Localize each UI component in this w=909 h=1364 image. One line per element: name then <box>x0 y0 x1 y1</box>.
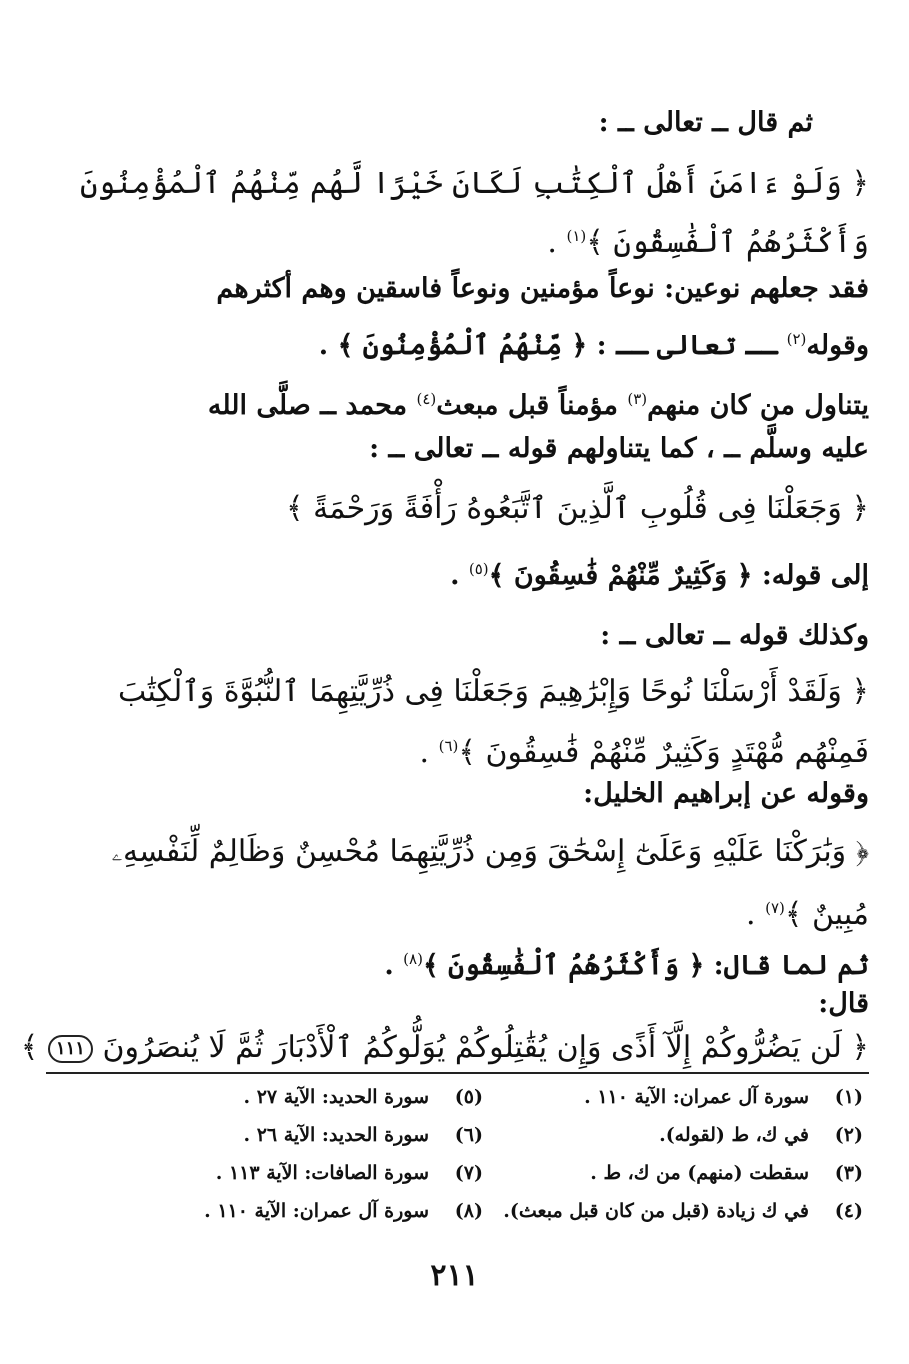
line-text: قال: <box>818 988 869 1019</box>
verse-text: ﴿ لَن يَضُرُّوكُمْ إِلَّآ أَذًى وَإِن يُقَٰتِلُوكُمْ يُوَلُّوكُمُ ٱلْأَدْبَارَ ثُمَّ لَا يُنصَرُونَ <box>102 1030 869 1065</box>
verse-text: فَمِنْهُم مُّهْتَدٍ وَكَثِيرٌ مِّنْهُمْ فَٰسِقُونَ ﴾ <box>458 735 869 770</box>
verse-line-3 <box>40 485 869 533</box>
footnote-text: في ك زيادة (قبل من كان قبل مبعث). <box>503 1200 809 1222</box>
line-text: عليه وسلَّم ــ ، كما يتناولهم قوله ــ تعالى ــ : <box>369 433 869 464</box>
footnote-number: (٣) <box>834 1162 863 1184</box>
footnote-6 <box>243 1120 483 1150</box>
page-number: ٢١١ <box>430 1258 479 1293</box>
verse-text: مُبِينٌ ﴾ <box>784 897 869 932</box>
footnote-divider <box>46 1072 869 1074</box>
footnote-3 <box>590 1158 863 1188</box>
verse-text: وَأَكْثَرُهُمُ ٱلْفَٰسِقُونَ ﴾ <box>586 225 869 260</box>
verse-text: ﴿ وَبَٰرَكْنَا عَلَيْهِ وَعَلَىٰٓ إِسْحَٰقَ وَمِن ذُرِّيَّتِهِمَا مُحْسِنٌ وَظَالِمٌ لِّنَفْسِهِۦ <box>111 834 869 869</box>
line-text: محمد ــ صلَّى الله <box>207 390 408 421</box>
line-text: يتناول من كان منهم <box>647 390 869 421</box>
verse-line-2: وَأَكْثَرُهُمُ ٱلْفَٰسِقُونَ ﴾$^{(١)}$ . <box>547 225 869 260</box>
line-text: ثم لما قال: ﴿ وَأَكْثَرُهُمُ ٱلْفَٰسِقُونَ ﴾ <box>422 950 869 981</box>
footnote-ref: (٢) <box>786 330 807 348</box>
line-text: ــ تعالى ــ : ﴿ مِّنْهُمُ ٱلْمُؤْمِنُونَ ﴾ . <box>318 330 778 361</box>
verse-line-4 <box>40 668 869 716</box>
footnote-4 <box>503 1196 863 1226</box>
verse-text: ﴿ وَلَقَدْ أَرْسَلْنَا نُوحًا وَإِبْرَٰهِيمَ وَجَعَلْنَا فِى ذُرِّيَّتِهِمَا ٱلنُّبُوَّةَ وَٱلْكِتَٰبَ <box>118 674 869 709</box>
text-line-7 <box>40 612 869 660</box>
text-line-1 <box>40 99 813 147</box>
footnote-text: في ك، ط (لقوله). <box>659 1124 809 1146</box>
line-text: وقوله عن إبراهيم الخليل: <box>583 778 869 809</box>
line-text: فقد جعلهم نوعين: نوعاً مؤمنين ونوعاً فاسقين وهم أكثرهم <box>216 273 869 304</box>
footnote-text: سورة آل عمران: الآية ١١٠ . <box>204 1200 429 1222</box>
line-text: ثم قال ــ تعالى ــ : <box>598 107 813 138</box>
verse-line-7: مُبِينٌ ﴾$^{(٧)}$ . <box>746 897 869 932</box>
footnote-ref: (٤) <box>416 390 437 408</box>
footnote-text: سورة آل عمران: الآية ١١٠ . <box>584 1086 809 1108</box>
text-line-6: إلى قوله: ﴿ وَكَثِيرٌ مِّنْهُمْ فَٰسِقُونَ ﴾$^{(٥)}$ . <box>450 560 869 591</box>
footnote-ref: (٣) <box>627 390 648 408</box>
text-line-3 <box>40 315 869 370</box>
text-line-5 <box>40 425 869 473</box>
footnote-number: (١) <box>834 1086 863 1108</box>
footnote-text: سورة الحديد: الآية ٢٧ . <box>243 1086 429 1108</box>
footnote-ref: (٥) <box>468 560 489 578</box>
verse-line-5: فَمِنْهُم مُّهْتَدٍ وَكَثِيرٌ مِّنْهُمْ فَٰسِقُونَ ﴾$^{(٦)}$ . <box>419 735 869 770</box>
footnote-ref: (٧) <box>765 899 785 917</box>
footnote-number: (٨) <box>454 1200 483 1222</box>
footnote-text: سقطت (منهم) من ك، ط . <box>590 1162 809 1184</box>
footnote-1 <box>584 1082 863 1112</box>
text-line-2 <box>40 265 869 313</box>
footnote-number: (٢) <box>834 1124 863 1146</box>
footnote-ref: (٨) <box>403 950 423 968</box>
footnote-8 <box>204 1196 483 1226</box>
text-line-9: ثم لما قال: ﴿ وَأَكْثَرُهُمُ ٱلْفَٰسِقُونَ ﴾$^{(٨)}$ . <box>384 950 869 981</box>
footnote-5 <box>243 1082 483 1112</box>
line-text: مؤمناً قبل مبعث <box>436 390 618 421</box>
verse-line-6 <box>40 828 869 876</box>
footnote-text: سورة الحديد: الآية ٢٦ . <box>243 1124 429 1146</box>
text-line-8 <box>40 770 869 818</box>
footnote-7 <box>216 1158 483 1188</box>
footnote-2 <box>659 1120 863 1150</box>
ayah-number-badge: ١١١ <box>48 1035 93 1063</box>
footnote-number: (٥) <box>454 1086 483 1108</box>
footnote-number: (٦) <box>454 1124 483 1146</box>
verse-line-1 <box>40 160 869 208</box>
text-line-4 <box>40 375 869 430</box>
footnote-ref: (١) <box>566 227 587 245</box>
verse-line-8: ﴿ لَن يَضُرُّوكُمْ إِلَّآ أَذًى وَإِن يُقَٰتِلُوكُمْ يُوَلُّوكُمُ ٱلْأَدْبَارَ ثُمَّ لَا يُنصَرُونَ ١١١ ﴾ <box>20 1030 869 1065</box>
footnote-ref: (٦) <box>438 737 459 755</box>
text-line-10 <box>40 980 869 1028</box>
line-text: وكذلك قوله ــ تعالى ــ : <box>600 620 869 651</box>
line-text: وقوله <box>806 330 869 361</box>
footnote-text: سورة الصافات: الآية ١١٣ . <box>215 1162 429 1184</box>
footnote-number: (٤) <box>834 1200 863 1222</box>
line-text: إلى قوله: ﴿ وَكَثِيرٌ مِّنْهُمْ فَٰسِقُونَ ﴾ <box>488 560 869 591</box>
verse-text: ﴿ وَلَوْ ءَامَنَ أَهْلُ ٱلْكِتَٰبِ لَكَانَ خَيْرًا لَّهُم مِّنْهُمُ ٱلْمُؤْمِنُونَ <box>80 166 869 201</box>
verse-text: ﴿ وَجَعَلْنَا فِى قُلُوبِ ٱلَّذِينَ ٱتَّبَعُوهُ رَأْفَةً وَرَحْمَةً ﴾ <box>286 491 869 526</box>
footnote-number: (٧) <box>454 1162 483 1184</box>
